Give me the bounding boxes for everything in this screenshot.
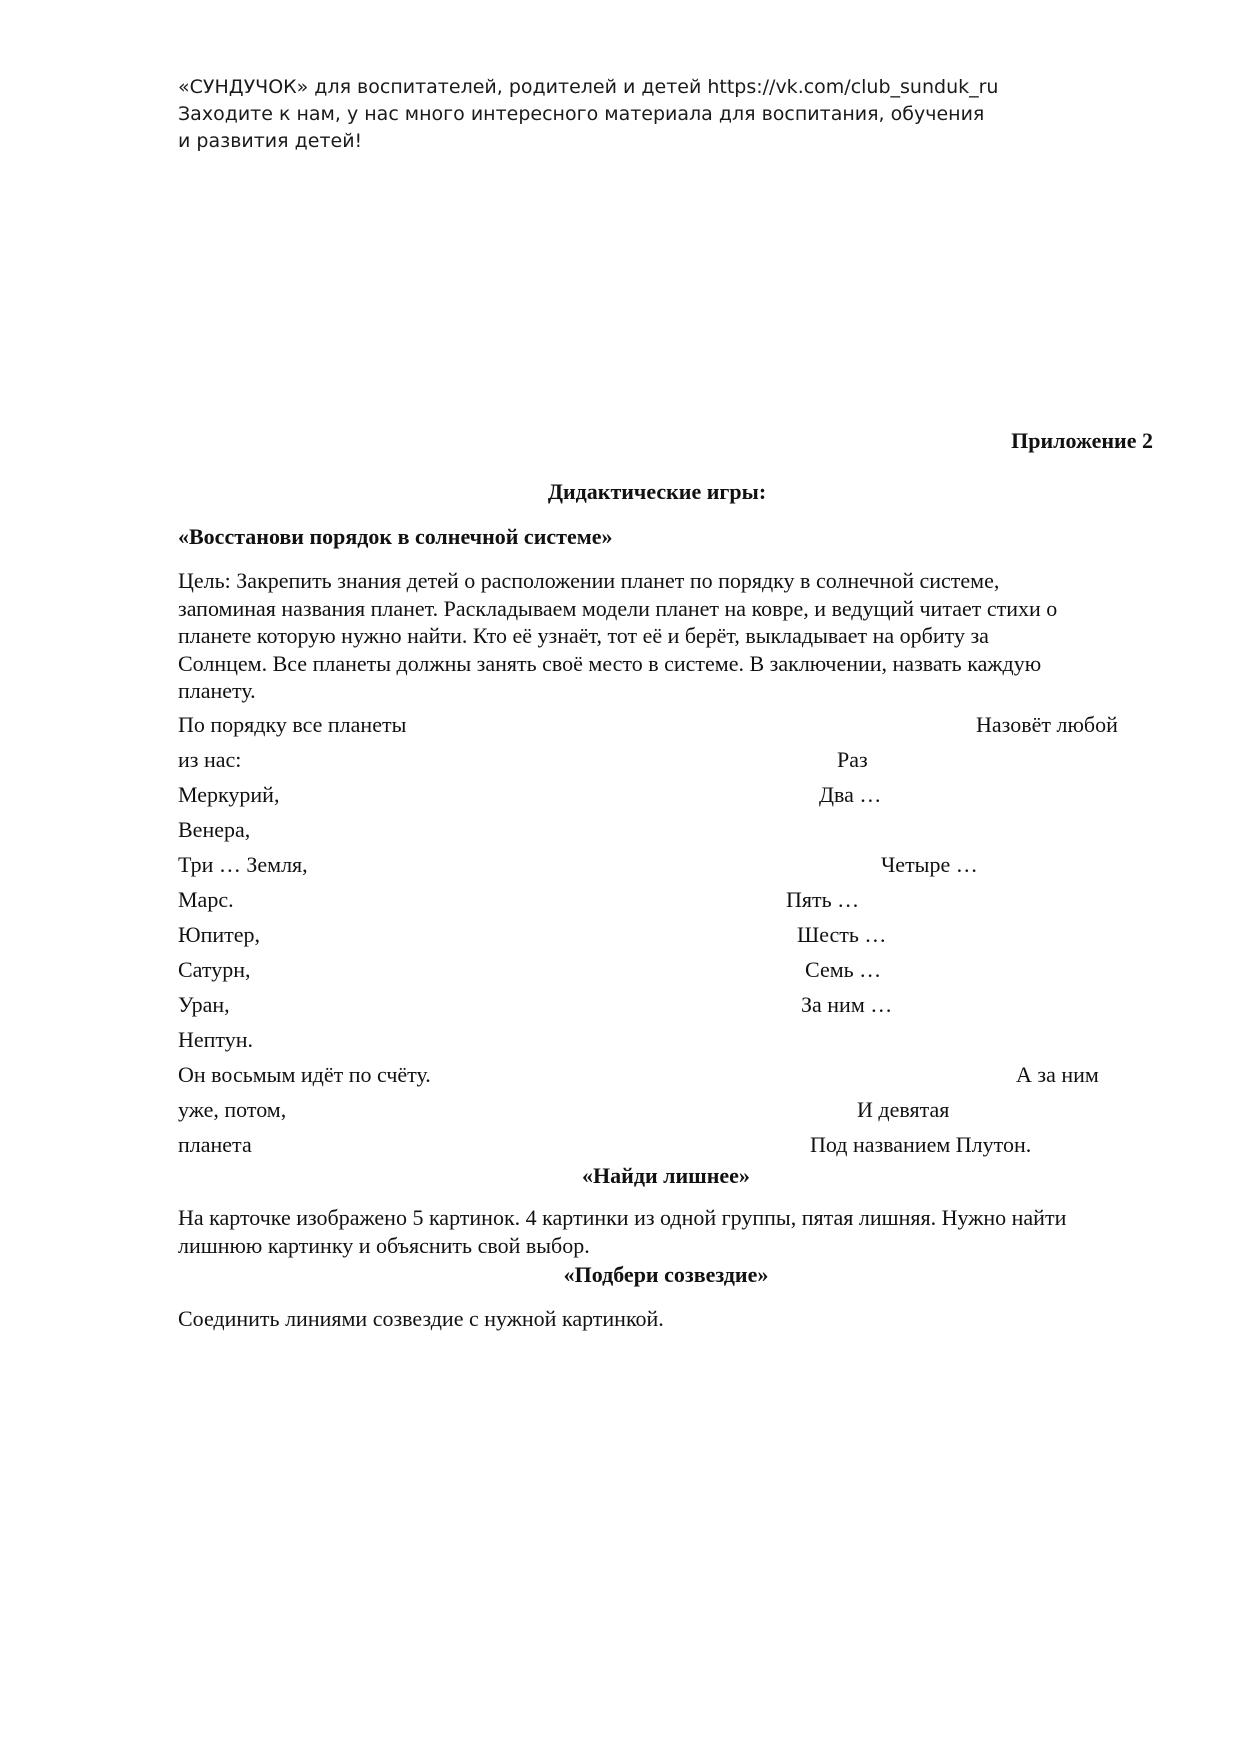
poem-line-right: Назовёт любой [976, 712, 1118, 737]
description-line: запоминая названия планет. Раскладываем модели планет на ковре, и ведущий читает стихи о [178, 595, 1058, 621]
header-line-1: «СУНДУЧОК» для воспитателей, родителей и детей https://vk.com/club_sunduk_ru [178, 76, 999, 98]
game-description-odd-one-out [178, 1204, 1158, 1259]
poem-line-left: Марс. [178, 887, 234, 912]
poem-line-left: Нептун. [178, 1027, 254, 1052]
poem-line-right: А за ним [1016, 1062, 1099, 1087]
poem-line-left: из нас: [178, 747, 242, 772]
game-title-solar-system: «Восстанови порядок в солнечной системе» [178, 524, 613, 549]
poem-line-left: Три … Земля, [178, 852, 308, 877]
section-title: Дидактические игры: [547, 479, 767, 504]
poem-line-right: Два … [819, 782, 882, 807]
poem-line-right: За ним … [801, 992, 893, 1017]
description-line: планете которую нужно найти. Кто её узнаёт, тот её и берёт, выкладывает на орбиту за [178, 623, 989, 648]
description-line: планету. [178, 678, 256, 703]
game-title-odd-one-out: «Найди лишнее» [582, 1163, 750, 1188]
description-line: Солнцем. Все планеты должны занять своё место в системе. В заключении, назвать каждую [178, 650, 1042, 676]
description-line: лишнюю картинку и объяснить свой выбор. [178, 1232, 590, 1258]
poem-line-right: Четыре … [881, 852, 978, 877]
header-line-2: Заходите к нам, у нас много интересного материала для воспитания, обучения [178, 103, 985, 125]
poem-line-left: Уран, [178, 992, 230, 1017]
poem-line-left: планета [178, 1132, 252, 1157]
poem-line-left: Юпитер, [178, 922, 261, 947]
appendix-label: Приложение 2 [1011, 428, 1153, 453]
header-line-3: и развития детей! [178, 130, 363, 152]
description-line: На карточке изображено 5 картинок. 4 картинки из одной группы, пятая лишняя. Нужно найти [178, 1205, 1067, 1230]
poem-line-right: И девятая [857, 1097, 950, 1122]
game-description-solar-system [178, 567, 1158, 705]
poem-line-left: уже, потом, [178, 1097, 287, 1122]
poem-line-left: Венера, [178, 817, 251, 842]
poem-line-right: Под названием Плутон. [810, 1132, 1032, 1157]
poem-line-left: Он восьмым идёт по счёту. [178, 1062, 431, 1087]
game-title-constellation: «Подбери созвездие» [563, 1262, 769, 1287]
poem-line-right: Раз [837, 747, 868, 772]
poem-line-left: По порядку все планеты [178, 712, 407, 737]
poem-line-right: Семь … [805, 957, 882, 982]
poem-line-right: Шесть … [797, 922, 887, 947]
game-description-constellation: Соединить линиями созвездие с нужной картинкой. [178, 1306, 664, 1331]
poem-line-left: Меркурий, [178, 782, 280, 807]
site-header [178, 74, 1078, 155]
poem-line-left: Сатурн, [178, 957, 251, 982]
poem-line-right: Пять … [786, 887, 860, 912]
description-line: Цель: Закрепить знания детей о расположении планет по порядку в солнечной системе, [178, 568, 1000, 593]
